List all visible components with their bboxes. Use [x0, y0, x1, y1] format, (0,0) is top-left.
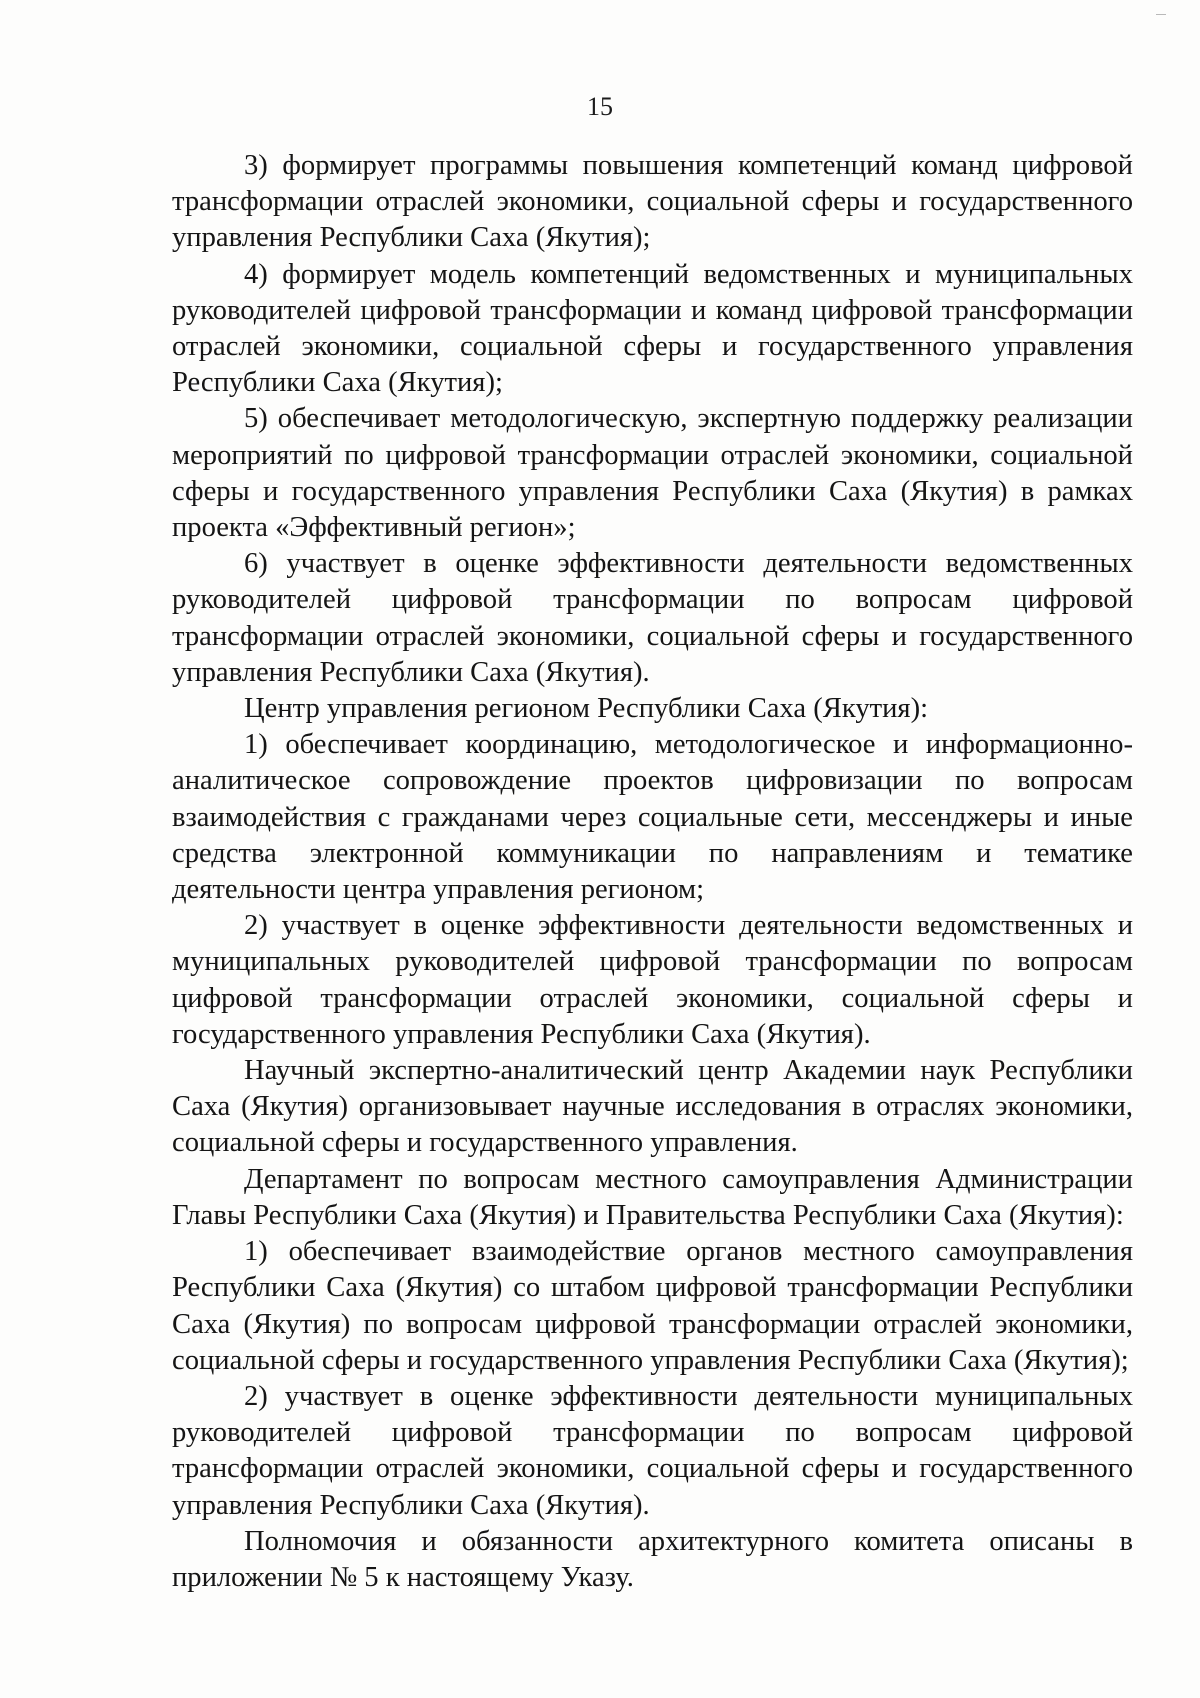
- paragraph-local-government-item-2: 2) участвует в оценке эффективности деятельности муниципальных руководителей цифровой трансформации по вопросам цифровой трансформации отраслей экономики, социальной сферы и государственного управления Республики Саха (Якутия).: [172, 1380, 1133, 1521]
- paragraph-region-center-heading: Центр управления регионом Республики Саха (Якутия):: [244, 693, 929, 725]
- paragraph-region-center-item-2: 2) участвует в оценке эффективности деятельности ведомственных и муниципальных руководителей цифровой трансформации по вопросам цифровой трансформации отраслей экономики, социальной сферы и государственного управления Республики Саха (Якутия).: [172, 910, 1133, 1050]
- paragraph-local-government-item-1: 1) обеспечивает взаимодействие органов местного самоуправления Республики Саха (Якутия) со штабом цифровой трансформации Республики Саха (Якутия) по вопросам цифровой трансформации отраслей экономики, социальной сферы и государственного управления Республики Саха (Якутия);: [172, 1236, 1133, 1376]
- paragraph-item-4: 4) формирует модель компетенций ведомственных и муниципальных руководителей цифровой трансформации и команд цифровой трансформации отраслей экономики, социальной сферы и государственного управления Республики Саха (Якутия);: [172, 258, 1133, 399]
- paragraph-item-6: 6) участвует в оценке эффективности деятельности ведомственных руководителей цифровой трансформации по вопросам цифровой трансформации отраслей экономики, социальной сферы и государственного управления Республики Саха (Якутия).: [172, 548, 1133, 688]
- paragraph-local-government-heading: Департамент по вопросам местного самоуправления Администрации Главы Республики Саха (Якутия) и Правительства Республики Саха (Якутия):: [172, 1163, 1133, 1231]
- paragraph-region-center-item-1: 1) обеспечивает координацию, методологическое и информационно-аналитическое сопровождение проектов цифровизации по вопросам взаимодействия с гражданами через социальные сети, мессенджеры и иные средства электронной коммуникации по направлениям и тематике деятельности центра управления регионом;: [172, 729, 1133, 906]
- document-body: [172, 148, 1133, 1596]
- paragraph-architecture-committee: Полномочия и обязанности архитектурного комитета описаны в приложении № 5 к настоящему Указу.: [172, 1525, 1133, 1593]
- paragraph-item-3: 3) формирует программы повышения компетенций команд цифровой трансформации отраслей экономики, социальной сферы и государственного управления Республики Саха (Якутия);: [172, 150, 1133, 254]
- paragraph-academy-center: Научный экспертно-аналитический центр Академии наук Республики Саха (Якутия) организовывает научные исследования в отраслях экономики, социальной сферы и государственного управления.: [172, 1055, 1133, 1159]
- paragraph-item-5: 5) обеспечивает методологическую, экспертную поддержку реализации мероприятий по цифровой трансформации отраслей экономики, социальной сферы и государственного управления Республики Саха (Якутия) в рамках проекта «Эффективный регион»;: [172, 403, 1133, 544]
- page-number: 15: [587, 92, 613, 121]
- scan-corner-mark: [1156, 14, 1166, 23]
